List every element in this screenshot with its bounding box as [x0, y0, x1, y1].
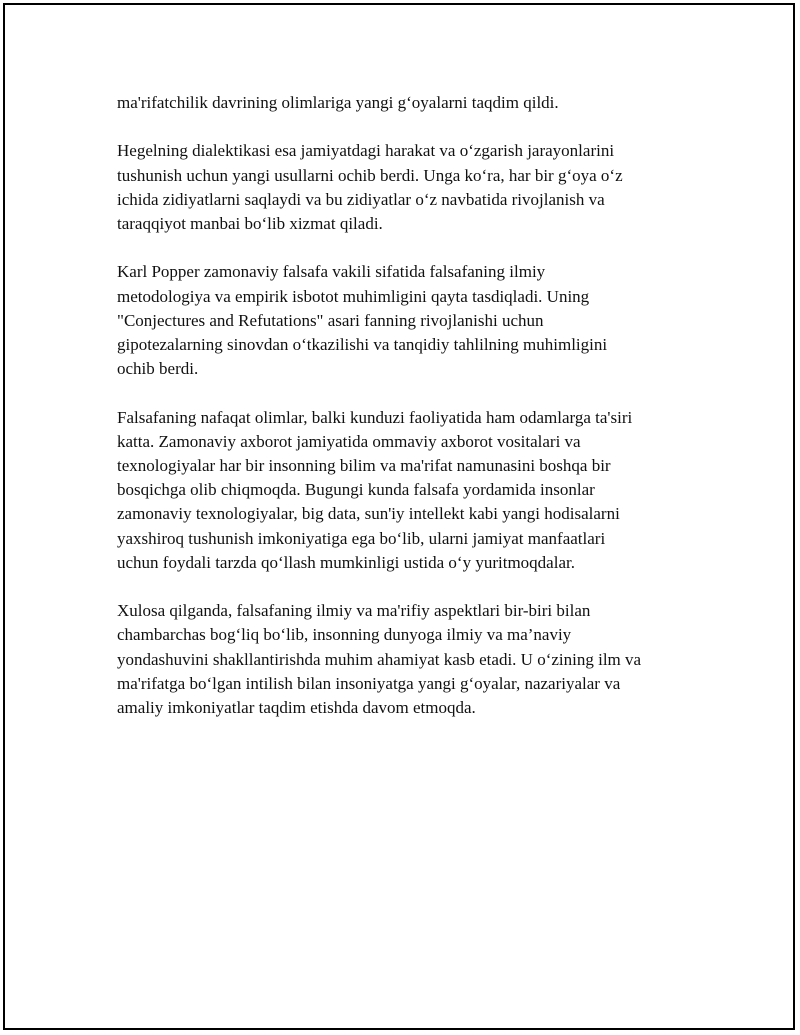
text-line: metodologiya va empirik isbotot muhimligini qayta tasdiqladi. Uning — [117, 286, 590, 306]
text-line: Karl Popper zamonaviy falsafa vakili sifatida falsafaning ilmiy — [117, 262, 546, 282]
text-line: yondashuvini shakllantirishda muhim ahamiyat kasb etadi. U o‘zining ilm va — [117, 649, 642, 669]
text-line: katta. Zamonaviy axborot jamiyatida ommaviy axborot vositalari va — [117, 431, 581, 451]
paragraph-1 — [117, 91, 697, 115]
text-line: uchun foydali tarzda qo‘llash mumkinligi ustida o‘y yuritmoqdalar. — [117, 552, 575, 572]
text-line: amaliy imkoniyatlar taqdim etishda davom etmoqda. — [117, 698, 476, 718]
text-line: tushunish uchun yangi usullarni ochib berdi. Unga ko‘ra, har bir g‘oya o‘z — [117, 165, 623, 185]
text-line: texnologiyalar har bir insonning bilim va ma'rifat namunasini boshqa bir — [117, 456, 611, 475]
text-line: "Conjectures and Refutations" asari fanning rivojlanishi uchun — [117, 310, 544, 330]
text-line: taraqqiyot manbai bo‘lib xizmat qiladi. — [117, 214, 383, 233]
text-line: Hegelning dialektikasi esa jamiyatdagi harakat va o‘zgarish jarayonlarini — [117, 141, 615, 161]
text-line: ma'rifatchilik davrining olimlariga yangi g‘oyalarni taqdim qildi. — [117, 93, 559, 112]
text-line: chambarchas bog‘liq bo‘lib, insonning dunyoga ilmiy va ma’naviy — [117, 625, 572, 645]
text-line: gipotezalarning sinovdan o‘tkazilishi va tanqidiy tahlilning muhimligini — [117, 335, 608, 354]
text-line: yaxshiroq tushunish imkoniyatiga ega bo‘lib, ularni jamiyat manfaatlari — [117, 528, 606, 548]
text-line: ma'rifatga bo‘lgan intilish bilan insoniyatga yangi g‘oyalar, nazariyalar va — [117, 673, 621, 693]
text-line: zamonaviy texnologiyalar, big data, sun'iy intellekt kabi yangi hodisalarni — [117, 504, 620, 524]
text-line: bosqichga olib chiqmoqda. Bugungi kunda falsafa yordamida insonlar — [117, 480, 595, 500]
paragraph-5 — [117, 599, 697, 720]
text-line: ichida zidiyatlarni saqlaydi va bu zidiyatlar o‘z navbatida rivojlanish va — [117, 189, 605, 209]
document-body — [117, 91, 697, 744]
paragraph-2 — [117, 139, 697, 236]
text-line: ochib berdi. — [117, 359, 199, 379]
paragraph-4 — [117, 406, 697, 575]
text-line: Falsafaning nafaqat olimlar, balki kunduzi faoliyatida ham odamlarga ta'siri — [117, 407, 633, 427]
text-line: Xulosa qilganda, falsafaning ilmiy va ma'rifiy aspektlari bir-biri bilan — [117, 601, 591, 621]
paragraph-3 — [117, 260, 697, 381]
